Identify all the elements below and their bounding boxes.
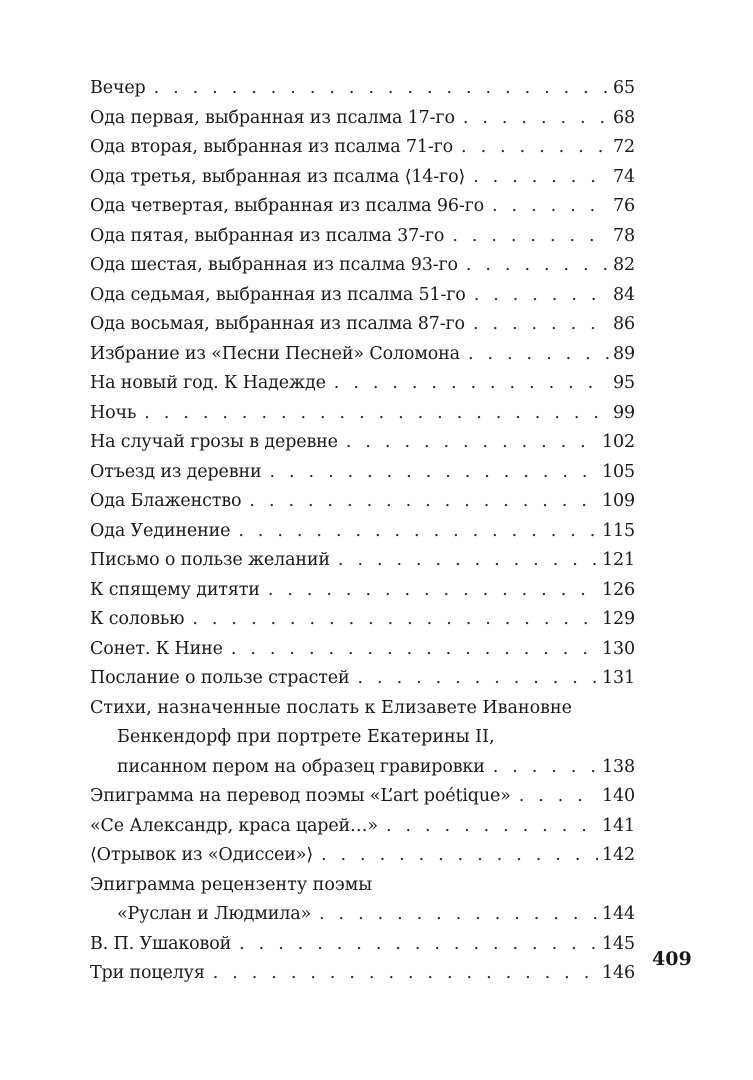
toc-entry <box>90 251 635 281</box>
toc-entry-page: 95 <box>613 373 635 393</box>
toc-entry <box>90 163 635 193</box>
dot-leader <box>213 959 598 989</box>
toc-entry-title: Письмо о пользе желаний <box>90 550 330 570</box>
dot-leader <box>492 192 609 222</box>
toc-entry <box>90 428 635 458</box>
toc-entry-title-line: писанном пером на образец гравировки <box>117 756 485 777</box>
toc-entry <box>90 192 635 222</box>
toc-entry <box>90 605 635 635</box>
toc-entry <box>90 487 635 517</box>
toc-entry-title: Ода восьмая, выбранная из псалма 87-го <box>90 314 465 334</box>
toc-entry-page: 140 <box>602 786 635 806</box>
dot-leader <box>270 458 599 488</box>
toc-entry-title: Ода шестая, выбранная из псалма 93-го <box>90 255 458 275</box>
dot-leader <box>249 487 598 517</box>
dot-leader <box>192 605 598 635</box>
dot-leader <box>468 340 609 370</box>
dot-leader <box>473 163 609 193</box>
toc-entry <box>90 812 635 842</box>
table-of-contents <box>90 74 635 989</box>
toc-entry <box>90 664 635 694</box>
toc-entry <box>90 222 635 252</box>
toc-entry-page: 144 <box>602 904 635 924</box>
dot-leader <box>238 517 598 547</box>
toc-entry-title: Эпиграмма на перевод поэмы «L’art poétique» <box>90 786 511 806</box>
toc-entry-title: К спящему дитяти <box>90 579 260 600</box>
toc-entry-page: 121 <box>602 550 635 570</box>
toc-entry-title: На случай грозы в деревне <box>90 432 338 452</box>
dot-leader <box>474 281 609 311</box>
toc-entry-title: Послание о пользе страстей <box>90 668 350 688</box>
toc-entry <box>90 959 635 989</box>
toc-entry-title: Ода третья, выбранная из псалма ⟨14-го⟩ <box>90 166 466 187</box>
toc-entry-title-line: Эпиграмма рецензенту поэмы <box>90 874 373 895</box>
toc-entry-title: Ода Уединение <box>90 520 231 541</box>
toc-entry-page: 131 <box>602 668 635 688</box>
page-number: 409 <box>652 948 692 970</box>
toc-entry <box>90 576 635 606</box>
toc-entry-page: 126 <box>602 579 635 600</box>
dot-leader <box>154 74 609 104</box>
toc-entry-page: 102 <box>602 432 635 452</box>
toc-entry <box>90 74 635 104</box>
toc-entry-page: 82 <box>613 255 635 275</box>
toc-entry <box>90 369 635 399</box>
toc-entry-page: 130 <box>602 638 635 659</box>
toc-entry <box>90 281 635 311</box>
toc-entry-title: Три поцелуя <box>90 963 205 983</box>
toc-entry <box>90 546 635 576</box>
toc-entry-page: 129 <box>602 609 635 629</box>
dot-leader <box>386 812 598 842</box>
toc-entry <box>90 458 635 488</box>
toc-entry-page: 99 <box>613 402 635 423</box>
toc-entry-title: Ода седьмая, выбранная из псалма 51-го <box>90 284 466 305</box>
toc-entry-title-line: Бенкендорф при портрете Екатерины II, <box>117 727 495 747</box>
toc-entry <box>90 133 635 163</box>
toc-entry-page: 86 <box>613 314 635 334</box>
toc-entry-page: 109 <box>602 491 635 511</box>
toc-entry-page: 76 <box>613 196 635 216</box>
dot-leader <box>493 753 598 783</box>
dot-leader <box>346 428 598 458</box>
toc-entry-page: 65 <box>613 78 635 98</box>
dot-leader <box>519 782 598 812</box>
toc-entry-page: 115 <box>602 520 635 541</box>
toc-entry-title: К соловью <box>90 609 185 629</box>
toc-entry-page: 138 <box>602 756 635 777</box>
toc-entry-title: Отъезд из деревни <box>90 461 262 482</box>
dot-leader <box>239 930 598 960</box>
toc-entry <box>90 900 635 930</box>
dot-leader <box>473 310 609 340</box>
toc-entry <box>90 635 635 665</box>
toc-entry <box>90 399 635 429</box>
toc-entry-page: 72 <box>613 137 635 157</box>
toc-entry-page: 145 <box>602 933 635 954</box>
dot-leader <box>231 635 598 665</box>
toc-entry <box>90 340 635 370</box>
toc-entry <box>90 753 635 783</box>
toc-entry-page: 141 <box>602 815 635 836</box>
dot-leader <box>463 104 609 134</box>
toc-entry-page: 74 <box>613 166 635 187</box>
toc-entry-title: Ода вторая, выбранная из псалма 71-го <box>90 137 454 157</box>
toc-entry-title: Сонет. К Нине <box>90 638 223 659</box>
toc-entry <box>90 517 635 547</box>
dot-leader <box>338 546 598 576</box>
toc-entry-title: Ода пятая, выбранная из псалма 37-го <box>90 225 445 246</box>
toc-entry-title: Ода четвертая, выбранная из псалма 96-го <box>90 196 485 216</box>
toc-entry <box>90 782 635 812</box>
toc-entry-title: «Се Александр, краса царей…» <box>90 815 378 836</box>
toc-entry-multiline <box>90 694 635 783</box>
toc-entry-page: 78 <box>613 225 635 246</box>
toc-entry-title: Ода первая, выбранная из псалма 17-го <box>90 107 455 128</box>
toc-entry-title-line: «Руслан и Людмила» <box>117 904 312 924</box>
dot-leader <box>461 133 609 163</box>
toc-entry-page: 142 <box>602 845 635 865</box>
toc-entry <box>90 104 635 134</box>
toc-entry-title: Вечер <box>90 78 146 98</box>
toc-entry-title: В. П. Ушаковой <box>90 933 232 954</box>
toc-entry-title: Ночь <box>90 402 137 423</box>
toc-entry-page: 68 <box>613 107 635 128</box>
toc-entry <box>90 930 635 960</box>
dot-leader <box>466 251 609 281</box>
toc-entry-page: 146 <box>602 963 635 983</box>
dot-leader <box>321 841 598 871</box>
dot-leader <box>319 900 598 930</box>
toc-entry-title: Ода Блаженство <box>90 491 242 511</box>
toc-entry <box>90 841 635 871</box>
toc-entry-title: На новый год. К Надежде <box>90 373 326 393</box>
toc-entry <box>90 310 635 340</box>
toc-entry-title: ⟨Отрывок из «Одиссеи»⟩ <box>90 845 313 865</box>
dot-leader <box>452 222 609 252</box>
dot-leader <box>144 399 609 429</box>
toc-entry-title: Избрание из «Песни Песней» Соломона <box>90 343 460 364</box>
toc-entry-page: 105 <box>602 461 635 482</box>
toc-entry-title-line: Стихи, назначенные послать к Елизавете Ивановне <box>90 697 573 718</box>
toc-entry-page: 89 <box>613 343 635 364</box>
toc-entry-page: 84 <box>613 284 635 305</box>
dot-leader <box>358 664 599 694</box>
dot-leader <box>334 369 609 399</box>
dot-leader <box>268 576 598 606</box>
toc-entry-multiline <box>90 871 635 930</box>
